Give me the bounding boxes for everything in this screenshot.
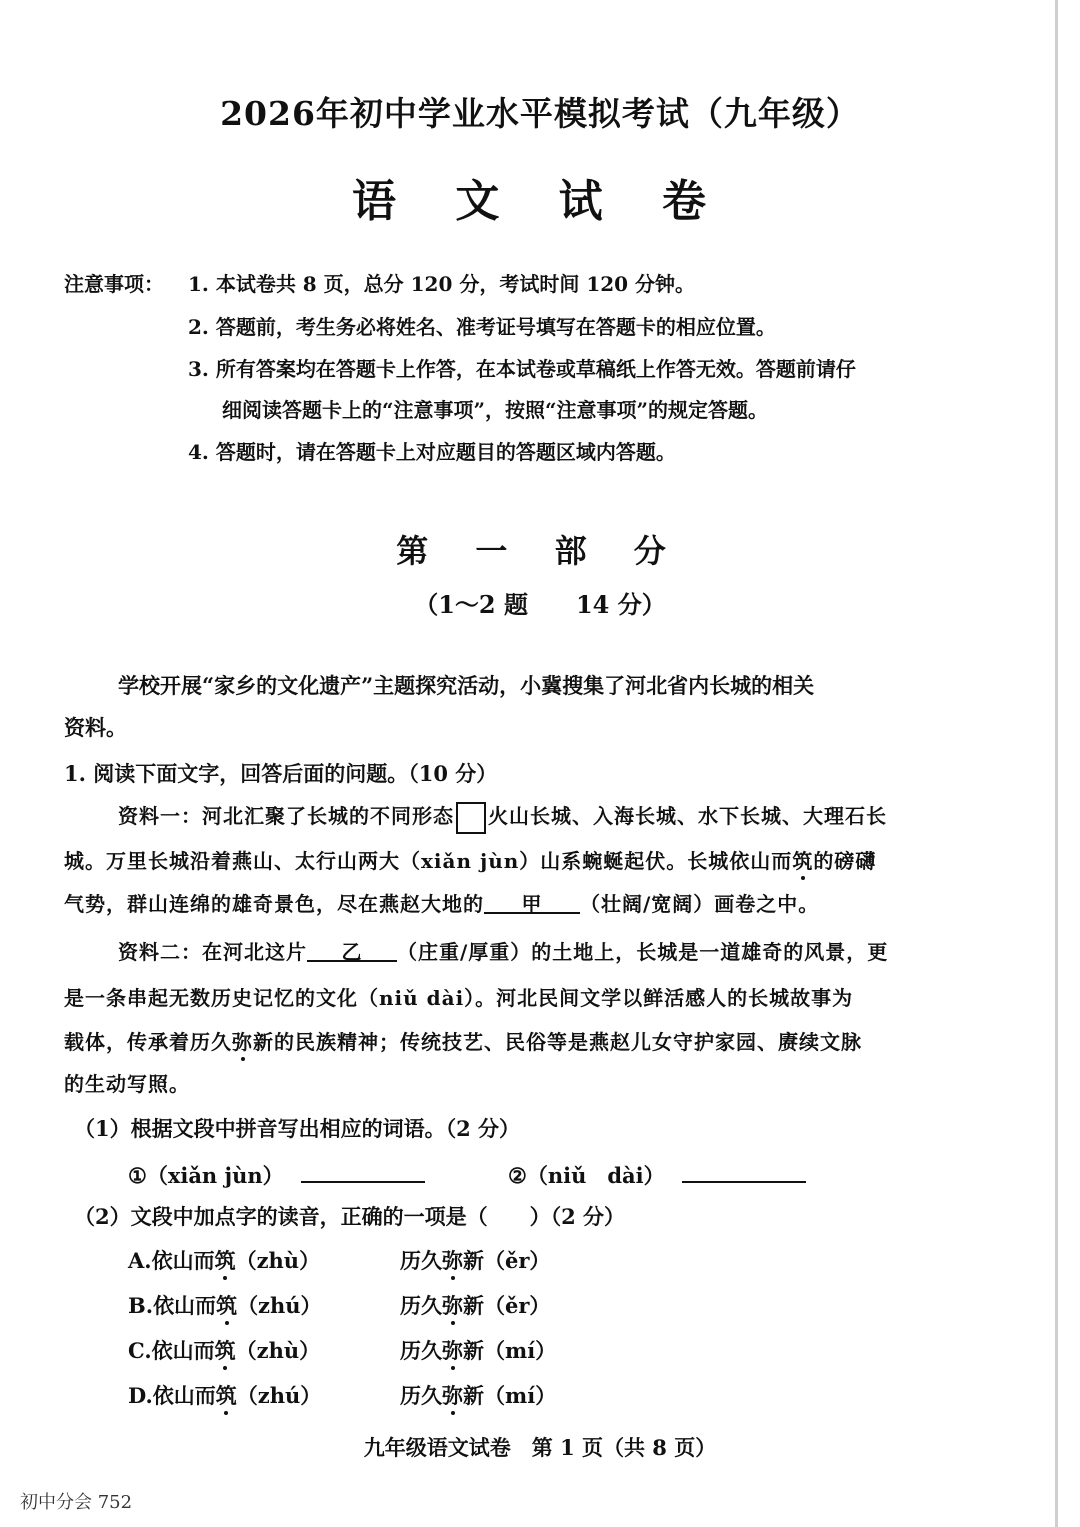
- option-letter: C.: [128, 1338, 152, 1363]
- pinyin-label: ②（niǔ dài）: [508, 1163, 665, 1188]
- note-item: 3. 所有答案均在答题卡上作答，在本试卷或草稿纸上作答无效。答题前请仔: [188, 357, 856, 381]
- material-text: 载体，传承着历久: [64, 1030, 232, 1054]
- material-1-line: [64, 888, 819, 917]
- subject-title: 语 文 试 卷: [352, 176, 728, 227]
- option-text: 历久: [400, 1248, 442, 1273]
- intro-line: 学校开展“家乡的文化遗产”主题探究活动，小冀搜集了河北省内长城的相关: [118, 673, 815, 698]
- option-b-second: [400, 1290, 550, 1320]
- option-reading: （zhù）: [235, 1338, 321, 1363]
- dotted-char: 筑: [216, 1293, 238, 1318]
- note-item: 4. 答题时，请在答题卡上对应题目的答题区域内答题。: [188, 440, 676, 464]
- dotted-char: 筑: [792, 849, 814, 873]
- option-text: 历久: [400, 1338, 442, 1363]
- material-2-line: 是一条串起无数历史记忆的文化（niǔ dài）。河北民间文学以鲜活感人的长城故事为: [64, 986, 854, 1010]
- dotted-char: 筑: [215, 1383, 237, 1408]
- option-text: 历久: [400, 1383, 442, 1408]
- material-1-line: [64, 845, 876, 874]
- option-text: 新: [463, 1383, 484, 1408]
- blank-yi: 乙: [307, 936, 397, 962]
- option-reading: （zhú）: [237, 1293, 322, 1318]
- material-text: （庄重/厚重）的土地上，长城是一道雄奇的风景，更: [397, 940, 889, 964]
- material-1-line: [118, 800, 887, 834]
- option-c-second: [400, 1335, 556, 1365]
- dotted-char: 弥: [442, 1338, 463, 1363]
- section-title: 第 一 部 分: [396, 532, 684, 570]
- section-subtitle: （1～2 题 14 分）: [414, 590, 666, 619]
- material-text: 城。万里长城沿着燕山、太行山两大（xiǎn jùn）山系蜿蜒起伏。长城依山而: [64, 849, 793, 873]
- option-text: 依山而: [151, 1338, 215, 1363]
- answer-blank[interactable]: [301, 1157, 425, 1183]
- dotted-char: 弥: [442, 1248, 463, 1273]
- option-b[interactable]: [128, 1290, 322, 1320]
- material-text: 资料二：在河北这片: [118, 940, 307, 964]
- watermark: 初中分会 752: [20, 1492, 133, 1513]
- material-text: （壮阔/宽阔）画卷之中。: [580, 892, 820, 916]
- notes-label: 注意事项：: [64, 272, 164, 296]
- dotted-char: 弥: [442, 1383, 463, 1408]
- option-c[interactable]: [128, 1335, 320, 1365]
- material-2-line: [64, 1026, 862, 1055]
- option-d-second: [400, 1380, 556, 1410]
- dotted-char: 弥: [232, 1030, 253, 1054]
- note-item: 2. 答题前，考生务必将姓名、准考证号填写在答题卡的相应位置。: [188, 315, 776, 339]
- material-2-line: 的生动写照。: [64, 1072, 190, 1096]
- option-text: 历久: [400, 1293, 442, 1318]
- material-text: 资料一：河北汇聚了长城的不同形态: [118, 804, 454, 828]
- exam-title: 2026年初中学业水平模拟考试（九年级）: [220, 94, 860, 133]
- option-reading: （ěr）: [484, 1248, 551, 1273]
- answer-item-b: [508, 1157, 806, 1190]
- material-text: 新的民族精神；传统技艺、民俗等是燕赵儿女守护家园、赓续文脉: [253, 1030, 862, 1054]
- option-reading: （zhù）: [235, 1248, 321, 1273]
- option-text: 新: [463, 1338, 484, 1363]
- material-text: 火山长城、入海长城、水下长城、大理石长: [488, 804, 887, 828]
- dotted-char: 筑: [214, 1248, 236, 1273]
- punctuation-box: [456, 802, 486, 834]
- question-1-stem: 1. 阅读下面文字，回答后面的问题。（10 分）: [64, 761, 498, 786]
- option-text: 依山而: [152, 1383, 216, 1408]
- material-text: 气势，群山连绵的雄奇景色，尽在燕赵大地的: [64, 892, 484, 916]
- option-text: 依山而: [151, 1248, 215, 1273]
- option-reading: （mí）: [484, 1383, 557, 1408]
- option-reading: （zhú）: [236, 1383, 322, 1408]
- dotted-char: 筑: [214, 1338, 236, 1363]
- pinyin-label: ①（xiǎn jùn）: [128, 1163, 284, 1188]
- scan-edge: [1055, 0, 1058, 1527]
- material-text: 的磅礴: [813, 849, 877, 873]
- option-reading: （mí）: [484, 1338, 557, 1363]
- blank-jia: 甲: [484, 888, 580, 914]
- dotted-char: 弥: [442, 1293, 463, 1318]
- option-reading: （ěr）: [484, 1293, 551, 1318]
- note-item: 细阅读答题卡上的“注意事项”，按照“注意事项”的规定答题。: [222, 398, 769, 422]
- material-2-line: [118, 936, 888, 965]
- option-letter: B.: [128, 1293, 154, 1318]
- page-footer: 九年级语文试卷 第 1 页（共 8 页）: [363, 1435, 717, 1460]
- option-a[interactable]: [128, 1245, 320, 1275]
- subquestion-2: （2）文段中加点字的读音，正确的一项是（ ）（2 分）: [74, 1204, 626, 1229]
- option-letter: A.: [128, 1248, 152, 1273]
- option-a-second: [400, 1245, 550, 1275]
- note-item: 1. 本试卷共 8 页，总分 120 分，考试时间 120 分钟。: [188, 272, 696, 296]
- option-d[interactable]: [128, 1380, 321, 1410]
- option-text: 新: [463, 1293, 484, 1318]
- option-text: 依山而: [153, 1293, 217, 1318]
- intro-line: 资料。: [64, 715, 127, 740]
- option-text: 新: [463, 1248, 484, 1273]
- answer-item-a: [128, 1157, 425, 1190]
- subquestion-1: （1）根据文段中拼音写出相应的词语。（2 分）: [74, 1116, 521, 1141]
- answer-blank[interactable]: [682, 1157, 806, 1183]
- option-letter: D.: [128, 1383, 153, 1408]
